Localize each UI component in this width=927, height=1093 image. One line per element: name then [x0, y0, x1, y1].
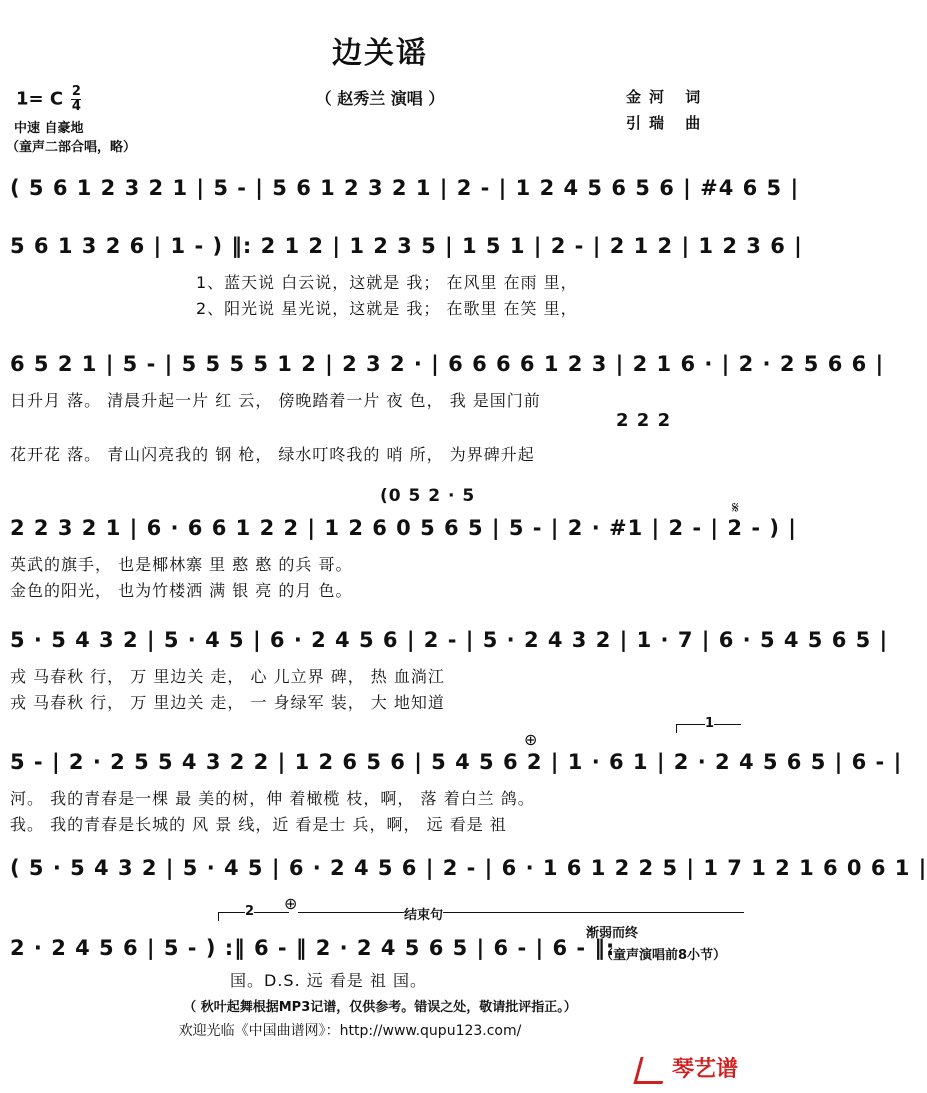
- score-line-3: 6 5 2 1 | 5 - | 5 5 5 5 1 2 | 2 3 2 · | 6 6 6 6 1 2 3 | 2 1 6 · | 2 · 2 5 6 6 |: [10, 352, 885, 376]
- performance-note: （童声二部合唱，略）: [6, 140, 137, 155]
- score-line-2: 5 6 1 3 2 6 | 1 - ) ‖: 2 1 2 | 1 2 3 5 | 1 5 1 | 2 - | 2 1 2 | 1 2 3 6 |: [10, 234, 803, 258]
- kids-note: （童声演唱前8小节）: [600, 948, 727, 963]
- lyrics-line-6-verse-2: 我。 我的青春是长城的 风 景 线，近 看是士 兵，啊， 远 看是 祖: [10, 815, 507, 834]
- pickup-notes: (0 5 2 · 5: [380, 486, 476, 506]
- time-bottom: 4: [71, 99, 81, 114]
- time-top: 2: [71, 84, 81, 99]
- lyrics-line-4-verse-2: 金色的阳光， 也为竹楼洒 满 银 亮 的月 色。: [10, 581, 353, 600]
- ending-label: 结束句: [404, 904, 443, 923]
- lyrics-line-2-verse-2: 2、阳光说 星光说，这就是 我； 在歌里 在笑 里，: [196, 299, 578, 318]
- lyrics-line-3-verse-2: 花开花 落。 青山闪亮我的 钢 枪， 绿水叮咚我的 哨 所， 为界碑升起: [10, 445, 535, 464]
- key-signature: [16, 86, 81, 113]
- first-ending-number: 1: [705, 716, 715, 731]
- fade-marking: 渐弱而终: [586, 926, 639, 941]
- disclaimer: （ 秋叶起舞根据MP3记谱，仅供参考。错误之处，敬请批评指正。）: [183, 1000, 577, 1015]
- site-logo: [637, 1052, 738, 1084]
- alternate-notes: 2 2 2: [616, 410, 672, 431]
- coda-icon-2: ⊕: [284, 894, 298, 913]
- segno-icon: 𝄋: [732, 498, 739, 517]
- score-line-5: 5 · 5 4 3 2 | 5 · 4 5 | 6 · 2 4 5 6 | 2 - | 5 · 2 4 3 2 | 1 · 7 | 6 · 5 4 5 6 5 |: [10, 628, 889, 652]
- lyrics-line-6-verse-1: 河。 我的青春是一棵 最 美的树，伸 着橄榄 枝，啊， 落 着白兰 鸽。: [10, 789, 535, 808]
- lyrics-line-5-verse-2: 戎 马春秋 行， 万 里边关 走， 一 身绿军 装， 大 地知道: [10, 693, 445, 712]
- score-line-6: 5 - | 2 · 2 5 5 4 3 2 2 | 1 2 6 5 6 | 5 4 5 6 2 | 1 · 6 1 | 2 · 2 4 5 6 5 | 6 - |: [10, 750, 903, 774]
- score-line-1: ( 5 6 1 2 3 2 1 | 5 - | 5 6 1 2 3 2 1 | 2 - | 1 2 4 5 6 5 6 | #4 6 5 |: [10, 176, 800, 200]
- lyrics-line-8: 国。D.S. 远 看是 祖 国。: [230, 971, 427, 990]
- performer-line: （ 赵秀兰 演唱 ）: [315, 89, 445, 108]
- lyrics-line-2-verse-1: 1、蓝天说 白云说，这就是 我； 在风里 在雨 里，: [196, 273, 578, 292]
- lyrics-line-3-verse-1: 日升月 落。 清晨升起一片 红 云， 傍晚踏着一片 夜 色， 我 是国门前: [10, 391, 541, 410]
- tempo-marking: 中速 自豪地: [14, 121, 84, 136]
- second-ending-number: 2: [245, 904, 255, 919]
- lyricist-credit: 金河 词: [626, 88, 709, 106]
- first-ending-bracket: [676, 716, 741, 733]
- time-signature: [71, 86, 81, 113]
- logo-icon: [633, 1057, 669, 1084]
- ending-bracket: [298, 908, 744, 923]
- lyrics-line-4-verse-1: 英武的旗手， 也是椰林寨 里 憨 憨 的兵 哥。: [10, 555, 353, 574]
- score-line-7: ( 5 · 5 4 3 2 | 5 · 4 5 | 6 · 2 4 5 6 | 2 - | 6 · 1 6 1 2 2 5 | 1 7 1 2 1 6 0 6 1 |: [10, 856, 927, 880]
- lyrics-line-5-verse-1: 戎 马春秋 行， 万 里边关 走， 心 儿立界 碑， 热 血淌江: [10, 667, 445, 686]
- logo-text: 琴艺谱: [671, 1057, 738, 1082]
- coda-icon: ⊕: [524, 730, 538, 749]
- key-text: 1= C: [16, 88, 64, 110]
- score-line-4: 2 2 3 2 1 | 6 · 6 6 1 2 2 | 1 2 6 0 5 6 5 | 5 - | 2 · #1 | 2 - | 2 - ) |: [10, 516, 797, 540]
- website-credit: 欢迎光临《中国曲谱网》：http://www.qupu123.com/: [178, 1023, 522, 1039]
- composer-credit: 引瑞 曲: [626, 114, 709, 132]
- second-ending-bracket: [218, 904, 289, 921]
- song-title: 边关谣: [332, 36, 428, 71]
- score-line-8: 2 · 2 4 5 6 | 5 - ) :‖ 6 - ‖ 2 · 2 4 5 6 5 | 6 - | 6 - ‖:: [10, 936, 616, 960]
